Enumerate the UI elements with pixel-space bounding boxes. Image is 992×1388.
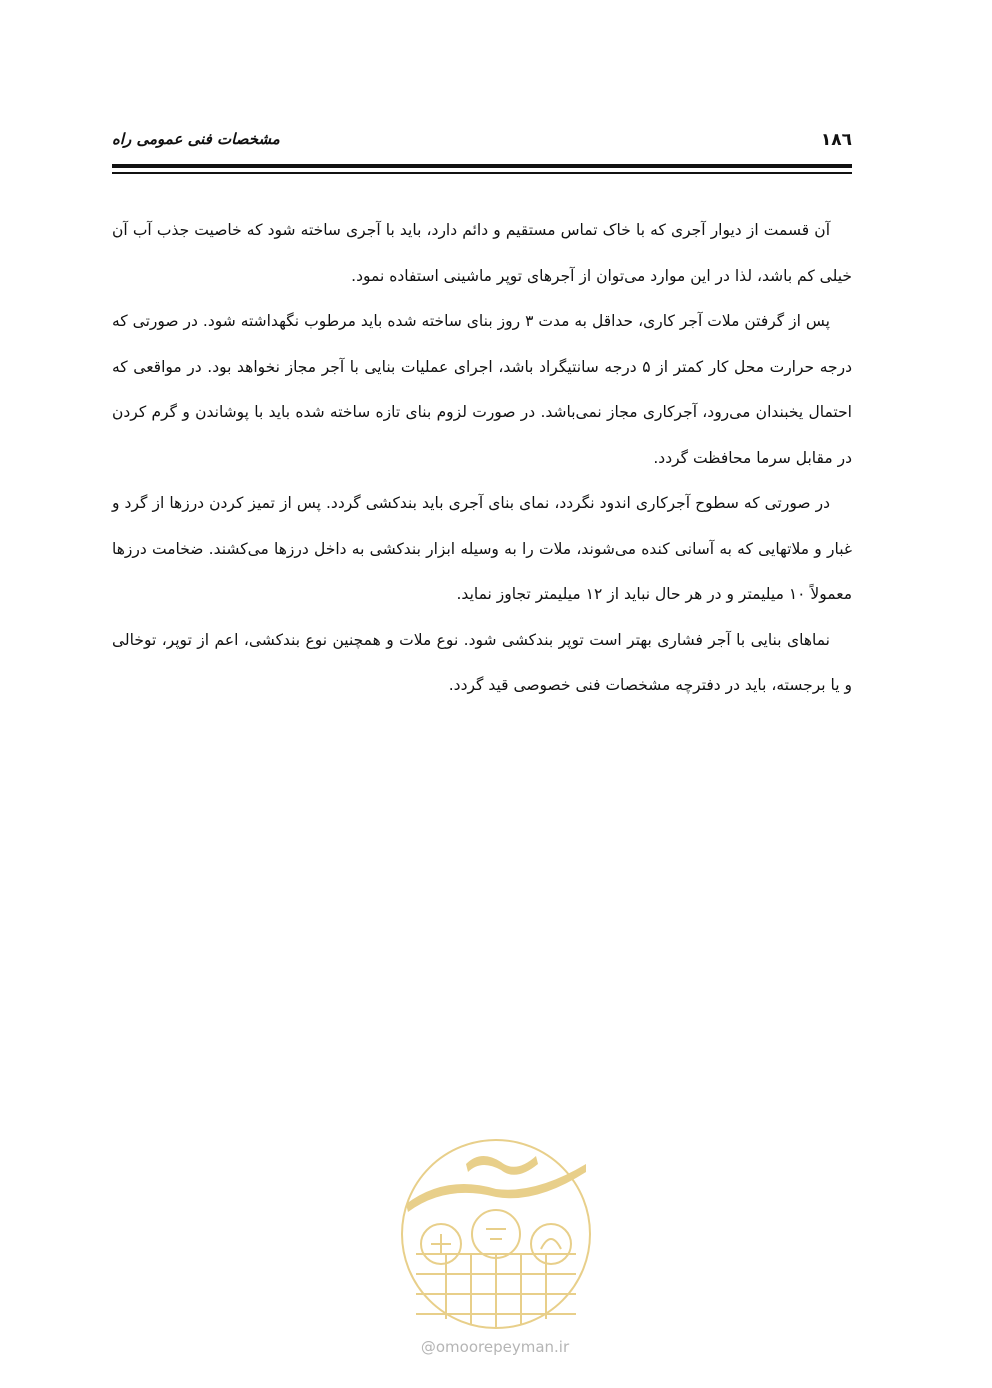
omoorepeyman-logo-icon — [386, 1134, 606, 1334]
paragraph: آن قسمت از دیوار آجری که با خاک تماس مستقیم و دائم دارد، باید با آجری ساخته شود که خاصیت جذب آب آن خیلی کم باشد، لذا در این موارد می‌توان از آجرهای توپر ماشینی استفاده نمود. — [112, 221, 852, 285]
watermark-url: @omoorepeyman.ir — [420, 1338, 570, 1356]
paragraph: پس از گرفتن ملات آجر کاری، حداقل به مدت ۳ روز بنای ساخته شده باید مرطوب نگهداشته شود. در صورتی که درجه حرارت محل کار کمتر از ۵ درجه سانتیگراد باشد، اجرای عملیات بنایی با آجر مجاز نخواهد بود. در مواقعی که احتمال یخبندان می‌رود، آجرکاری مجاز نمی‌باشد. در صورت لزوم بنای تازه ساخته شده باید با پوشاندن و گرم کردن در مقابل سرما محافظت گردد. — [112, 312, 852, 467]
watermark-logo — [386, 1134, 606, 1334]
paragraph: در صورتی که سطوح آجرکاری اندود نگردد، نمای بنای آجری باید بندکشی گردد. پس از تمیز کردن درزها از گرد و غبار و ملاتهایی که به آسانی کنده می‌شوند، ملات را به وسیله ابزار بندکشی به داخل درزها می‌کشند. ضخامت درزها معمولاً ۱۰ میلیمتر و در هر حال نباید از ۱۲ میلیمتر تجاوز نماید. — [112, 494, 852, 603]
page-number: ۱۸٦ — [820, 130, 852, 150]
running-title: مشخصات فنی عمومی راه — [112, 130, 280, 148]
header-rule-thick — [112, 164, 852, 168]
paragraph: نماهای بنایی با آجر فشاری بهتر است توپر بندکشی شود. نوع ملات و همچنین نوع بندکشی، اعم از توپر، توخالی و یا برجسته، باید در دفترچه مشخصات فنی خصوصی قید گردد. — [112, 630, 852, 694]
header-rule-thin — [112, 172, 852, 174]
body-text — [112, 208, 852, 709]
page-header — [112, 124, 852, 154]
